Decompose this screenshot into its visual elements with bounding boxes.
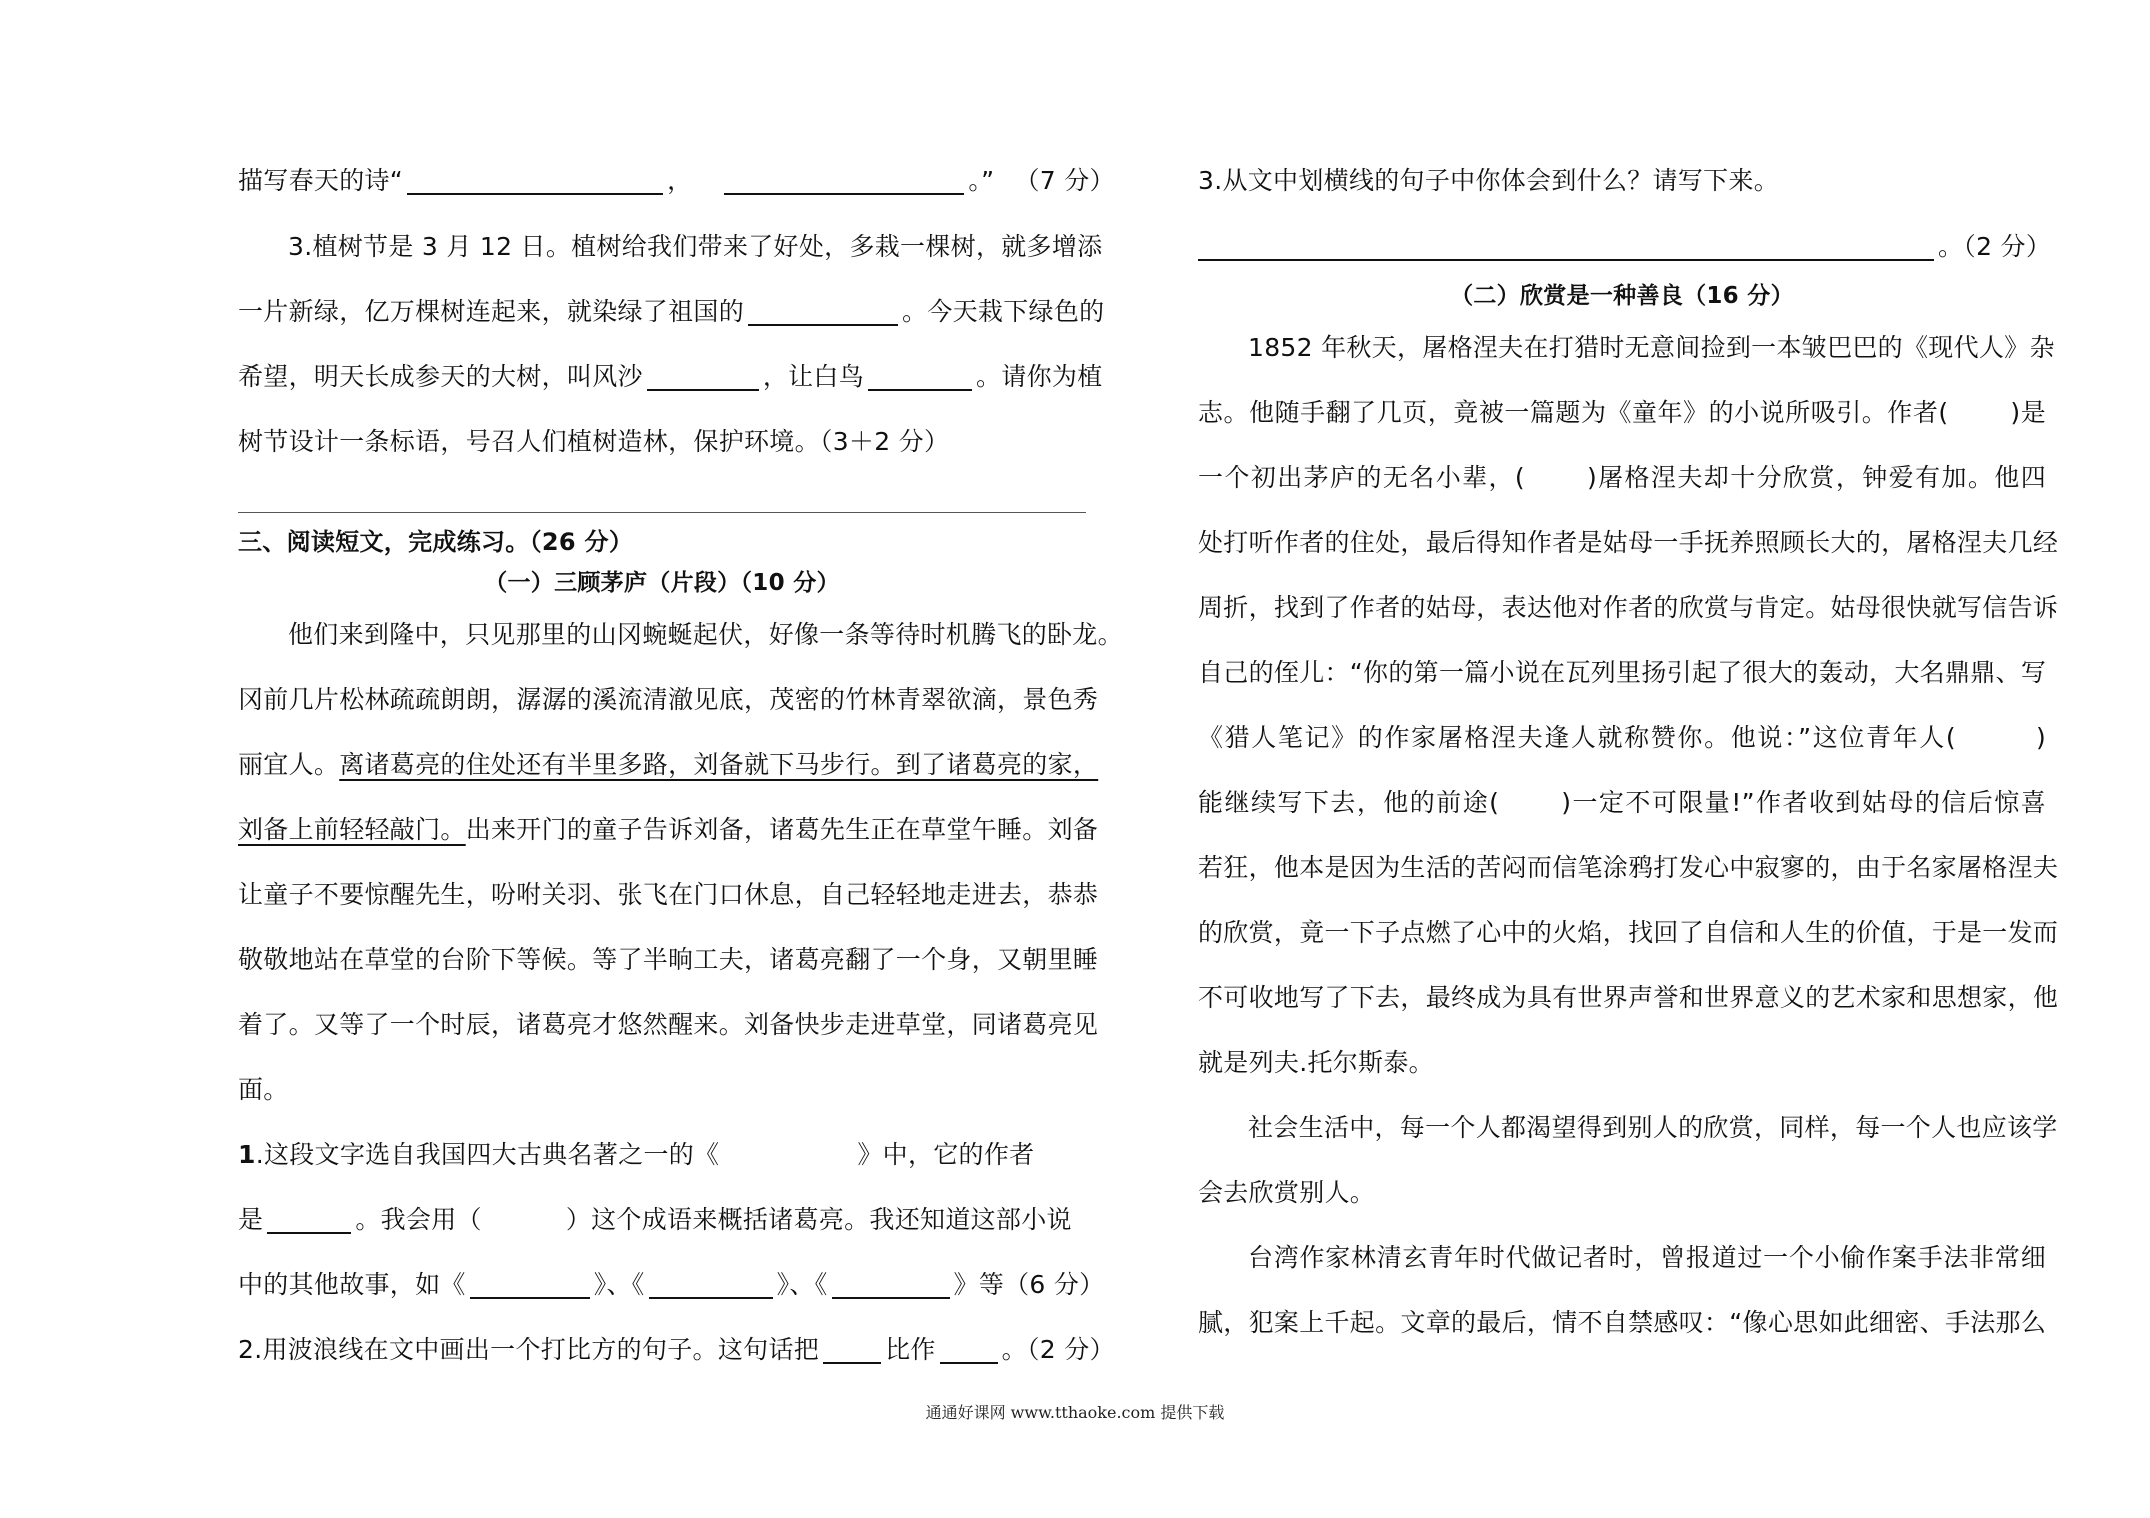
underlined-sentence: 离诸葛亮的住处还有半里多路，刘备就下马步行。到了诸葛亮的家， <box>339 750 1099 779</box>
q1-line-3 <box>238 1263 1105 1307</box>
text: 能继续写下去，他的前途( <box>1198 788 1500 817</box>
answer-blank[interactable] <box>407 163 663 195</box>
answer-blank[interactable] <box>832 1267 950 1299</box>
text: 一片新绿，亿万棵树连起来，就染绿了祖国的 <box>238 297 745 326</box>
score: 。（2 分） <box>1938 232 2052 261</box>
text: ）这个成语来概括诸葛亮。我还知道这部小说 <box>565 1205 1072 1234</box>
answer-blank[interactable] <box>649 1267 773 1299</box>
q3-line-3 <box>238 355 1103 399</box>
answer-blank[interactable] <box>748 294 898 326</box>
answer-blank[interactable] <box>470 1267 590 1299</box>
q3-line-1: 3.植树节是 3 月 12 日。植树给我们带来了好处，多栽一棵树，就多增添 <box>288 232 1103 261</box>
passage-line: 若狂，他本是因为生活的苦闷而信笔涂鸦打发心中寂寥的，由于名家屠格涅夫 <box>1198 853 2059 882</box>
text: 是 <box>238 1205 264 1234</box>
text: ，让白鸟 <box>762 362 865 391</box>
q1-line-2 <box>238 1198 1086 1242</box>
answer-blank[interactable] <box>940 1332 998 1364</box>
q3-answer-line <box>1198 225 2052 269</box>
text: 》、《 <box>776 1270 828 1299</box>
text: 。请你为植 <box>976 362 1103 391</box>
text: 描写春天的诗“ <box>238 166 404 195</box>
part-1-title: （一）三顾茅庐（片段）（10 分） <box>484 570 840 596</box>
passage-line: 的欣赏，竟一下子点燃了心中的火焰，找回了自信和人生的价值，于是一发而 <box>1198 918 2059 947</box>
text: )屠格涅夫却十分欣赏，钟爱有加。他四 <box>1586 463 2047 492</box>
answer-blank[interactable] <box>267 1202 351 1234</box>
underlined-sentence: 刘备上前轻轻敲门。 <box>238 815 466 844</box>
text: 。今天栽下绿色的 <box>902 297 1105 326</box>
answer-blank[interactable] <box>724 163 964 195</box>
text: 出来开门的童子告诉刘备，诸葛先生正在草堂午睡。刘备 <box>465 815 1099 844</box>
passage-line: 不可收地写了下去，最终成为具有世界声誉和世界意义的艺术家和思想家，他 <box>1198 983 2059 1012</box>
text: 志。他随手翻了几页，竟被一篇题为《童年》的小说所吸引。作者( <box>1198 398 1949 427</box>
text: 。（2 分） <box>1001 1335 1115 1364</box>
text: )是 <box>2010 398 2046 427</box>
passage-line: 就是列夫.托尔斯泰。 <box>1198 1048 1434 1077</box>
answer-blank[interactable] <box>1198 229 1934 261</box>
q1-line-1 <box>238 1133 1086 1177</box>
text: 》等（6 分） <box>953 1270 1105 1299</box>
text: 希望，明天长成参天的大树，叫风沙 <box>238 362 643 391</box>
passage-line <box>1198 781 2046 825</box>
passage-line: 周折，找到了作者的姑母，表达他对作者的欣赏与肯定。姑母很快就写信告诉 <box>1198 593 2059 622</box>
passage-line: 敬敬地站在草堂的台阶下等候。等了半晌工夫，诸葛亮翻了一个身，又朝里睡 <box>238 945 1099 974</box>
passage-line: 社会生活中，每一个人都渴望得到别人的欣赏，同样，每一个人也应该学 <box>1248 1113 2058 1142</box>
passage-line: 让童子不要惊醒先生，吩咐关羽、张飞在门口休息，自己轻轻地走进去，恭恭 <box>238 880 1099 909</box>
q3-question: 3.从文中划横线的句子中你体会到什么？请写下来。 <box>1198 166 1780 195</box>
text: ) <box>2035 723 2046 752</box>
passage-line <box>238 743 1099 787</box>
passage-line: 自己的侄儿：“你的第一篇小说在瓦列里扬引起了很大的轰动，大名鼎鼎、写 <box>1198 658 2047 687</box>
answer-blank[interactable] <box>823 1332 881 1364</box>
passage-line: 腻，犯案上千起。文章的最后，情不自禁感叹：“像心思如此细密、手法那么 <box>1198 1308 2047 1337</box>
question-number: 1 <box>238 1140 256 1169</box>
section-3-title: 三、阅读短文，完成练习。（26 分） <box>238 528 634 556</box>
text: 中的其他故事，如《 <box>238 1270 466 1299</box>
q3-line-4: 树节设计一条标语，号召人们植树造林，保护环境。（3＋2 分） <box>238 427 950 456</box>
text: 比作 <box>885 1335 936 1364</box>
text: 丽宜人。 <box>238 750 340 779</box>
passage-line <box>1198 456 2046 500</box>
passage-line: 面。 <box>238 1075 289 1104</box>
q2-line <box>238 1328 1115 1372</box>
passage-line: 冈前几片松林疏疏朗朗，潺潺的溪流清澈见底，茂密的竹林青翠欲滴，景色秀 <box>238 685 1099 714</box>
passage-line <box>1198 391 2046 435</box>
passage-line <box>1198 716 2046 760</box>
passage-line: 他们来到隆中，只见那里的山冈蜿蜒起伏，好像一条等待时机腾飞的卧龙。 <box>288 620 1123 649</box>
passage-line: 台湾作家林清玄青年时代做记者时，曾报道过一个小偷作案手法非常细 <box>1248 1243 2046 1272</box>
q3-line-2 <box>238 290 1105 334</box>
text: 。” <box>968 166 995 195</box>
text: 2.用波浪线在文中画出一个打比方的句子。这句话把 <box>238 1335 820 1364</box>
passage-line: 着了。又等了一个时辰，诸葛亮才悠然醒来。刘备快步走进草堂，同诸葛亮见 <box>238 1010 1099 1039</box>
text: 》中，它的作者 <box>857 1140 1035 1169</box>
answer-blank[interactable] <box>647 359 759 391</box>
text: )一定不可限量!”作者收到姑母的信后惊喜 <box>1561 788 2046 817</box>
score: （7 分） <box>1014 166 1115 195</box>
passage-line <box>238 808 1099 852</box>
passage-line: 会去欣赏别人。 <box>1198 1178 1376 1207</box>
text: 《猎人笔记》的作家屠格涅夫逢人就称赞你。他说：”这位青年人( <box>1198 723 1956 752</box>
answer-line[interactable] <box>238 512 1086 513</box>
answer-blank[interactable] <box>868 359 972 391</box>
footer-source: 通通好课网 www.tthaoke.com 提供下载 <box>925 1403 1225 1422</box>
text: 》、《 <box>593 1270 645 1299</box>
passage-line: 1852 年秋天，屠格涅夫在打猎时无意间捡到一本皱巴巴的《现代人》杂 <box>1248 333 2055 362</box>
text: 。我会用（ <box>355 1205 482 1234</box>
passage-line: 处打听作者的住处，最后得知作者是姑母一手抚养照顾长大的，屠格涅夫几经 <box>1198 528 2059 557</box>
text: .这段文字选自我国四大古典名著之一的《 <box>255 1140 720 1169</box>
part-2-title: （二）欣赏是一种善良（16 分） <box>1450 283 1794 309</box>
text: ， <box>667 166 693 195</box>
poem-question-line <box>238 159 1115 203</box>
text: 一个初出茅庐的无名小辈，( <box>1198 463 1525 492</box>
